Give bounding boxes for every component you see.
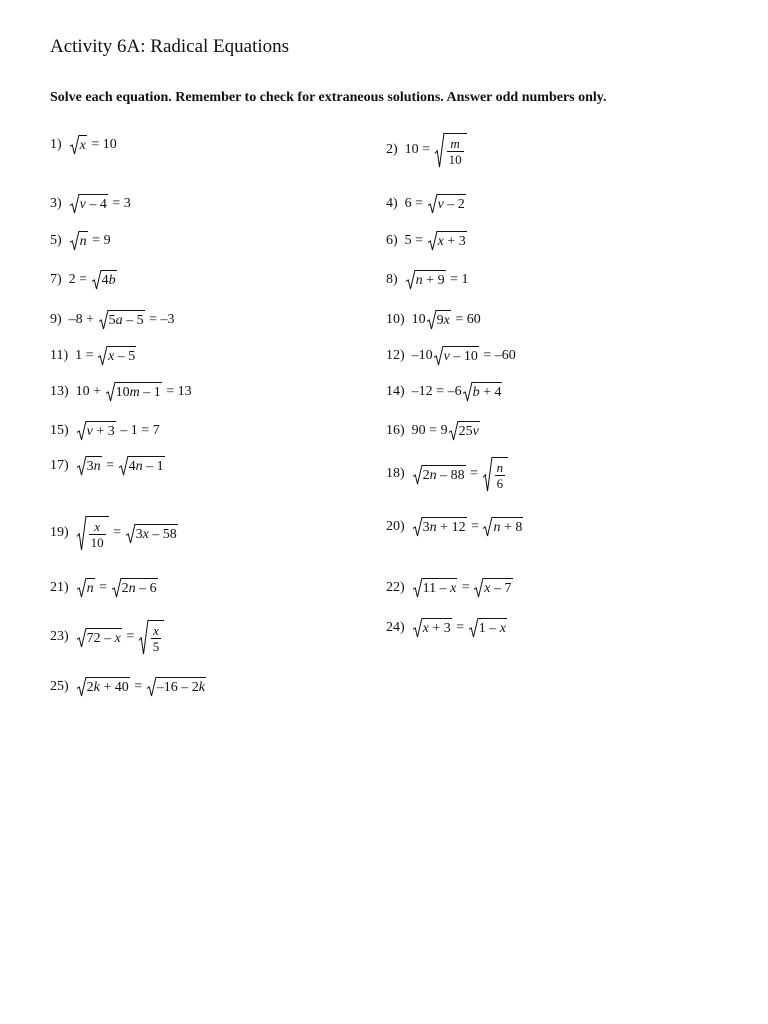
problem-5 bbox=[50, 231, 111, 250]
equation bbox=[405, 231, 468, 250]
problem-7 bbox=[50, 270, 118, 289]
problem-number: 12) bbox=[386, 347, 405, 363]
math-text: = bbox=[458, 579, 474, 595]
radicand bbox=[86, 456, 102, 475]
radical-sign-icon bbox=[434, 346, 443, 365]
radicand bbox=[492, 517, 523, 536]
radical-sign-icon bbox=[70, 231, 79, 250]
math-text: 9 bbox=[436, 313, 444, 328]
math-text: = –3 bbox=[145, 311, 175, 327]
equation bbox=[76, 382, 192, 401]
radical-sign-icon bbox=[413, 578, 422, 597]
instructions: Solve each equation. Remember to check for extraneous solutions. Answer odd numbers only. bbox=[50, 90, 607, 105]
radical bbox=[77, 516, 109, 550]
radicand bbox=[86, 628, 122, 647]
radical bbox=[147, 677, 206, 696]
radical bbox=[413, 578, 458, 597]
problem-25 bbox=[50, 677, 207, 696]
math-text: 90 = 9 bbox=[411, 422, 448, 438]
equation bbox=[75, 346, 137, 365]
problem-number: 7) bbox=[50, 271, 62, 287]
radicand bbox=[101, 270, 117, 289]
radical-sign-icon bbox=[469, 618, 478, 637]
radicand bbox=[148, 620, 165, 654]
radical-sign-icon bbox=[77, 677, 86, 696]
math-variable: n bbox=[79, 234, 87, 249]
equation bbox=[412, 421, 481, 440]
radical-sign-icon bbox=[139, 620, 148, 654]
page-title: Activity 6A: Radical Equations bbox=[50, 36, 290, 57]
numerator bbox=[92, 519, 102, 534]
math-variable: n bbox=[496, 460, 504, 475]
equation bbox=[69, 231, 111, 250]
math-variable: x bbox=[79, 138, 86, 153]
problem-12 bbox=[386, 346, 516, 365]
denominator bbox=[151, 638, 162, 654]
math-text: 10 + bbox=[75, 383, 105, 399]
math-text: 11 – bbox=[422, 581, 451, 596]
radical-sign-icon bbox=[106, 382, 115, 401]
problem-number: 11) bbox=[50, 347, 69, 363]
math-text: = 60 bbox=[451, 311, 481, 327]
radical-sign-icon bbox=[77, 516, 86, 550]
math-text: – 7 bbox=[490, 581, 512, 596]
math-variable: x bbox=[142, 526, 149, 542]
math-variable: x bbox=[153, 623, 159, 638]
problem-4 bbox=[386, 194, 467, 213]
math-text: 1 – bbox=[478, 621, 500, 636]
radical-sign-icon bbox=[413, 618, 422, 637]
math-text: 5 bbox=[108, 313, 116, 328]
radical-sign-icon bbox=[126, 524, 135, 543]
radical-sign-icon bbox=[413, 517, 422, 536]
problem-11 bbox=[50, 346, 137, 365]
radicand bbox=[478, 618, 507, 637]
equation bbox=[69, 310, 175, 329]
math-text: 10 bbox=[90, 535, 104, 550]
radicand bbox=[422, 578, 458, 597]
problem-22 bbox=[386, 578, 514, 597]
radical bbox=[112, 578, 158, 597]
math-text: – 6 bbox=[135, 581, 157, 596]
radicand bbox=[86, 677, 130, 696]
math-text: = 10 bbox=[87, 136, 117, 152]
math-text: 3 bbox=[135, 526, 143, 542]
denominator bbox=[495, 475, 506, 491]
math-text: 10 = bbox=[404, 142, 434, 157]
math-variable: n bbox=[86, 581, 94, 596]
math-variable: m bbox=[450, 136, 460, 151]
math-text: – 5 bbox=[122, 313, 144, 328]
problem-number: 18) bbox=[386, 466, 405, 481]
problem-number: 10) bbox=[386, 311, 405, 327]
math-text: = bbox=[109, 525, 125, 540]
problem-21 bbox=[50, 578, 159, 597]
equation bbox=[69, 135, 117, 154]
radicand bbox=[422, 465, 466, 484]
radicand bbox=[79, 135, 87, 154]
math-variable: x bbox=[450, 581, 457, 596]
radicand bbox=[436, 310, 451, 329]
math-text: 6 = bbox=[404, 195, 427, 211]
math-text: + 3 bbox=[443, 234, 466, 249]
math-variable: n bbox=[429, 467, 437, 483]
math-variable: x bbox=[108, 349, 115, 364]
math-text: 10 bbox=[115, 385, 130, 400]
problem-number: 5) bbox=[50, 232, 62, 248]
radical-sign-icon bbox=[435, 133, 444, 167]
radical-sign-icon bbox=[428, 194, 437, 213]
math-variable: x bbox=[484, 581, 491, 596]
radical bbox=[99, 310, 145, 329]
math-variable: v bbox=[79, 197, 86, 212]
math-text: + 40 bbox=[99, 680, 129, 695]
numerator bbox=[448, 136, 461, 151]
math-variable: n bbox=[493, 520, 501, 535]
fraction bbox=[447, 136, 464, 167]
math-text: = 3 bbox=[108, 195, 131, 211]
denominator bbox=[447, 151, 464, 167]
fraction bbox=[151, 623, 162, 654]
math-text: + 3 bbox=[428, 621, 451, 636]
math-variable: v bbox=[437, 197, 444, 212]
math-variable: m bbox=[129, 385, 140, 400]
equation bbox=[76, 421, 160, 440]
equation bbox=[412, 618, 508, 637]
equation bbox=[412, 578, 514, 597]
radicand bbox=[483, 578, 512, 597]
math-text: 25 bbox=[458, 424, 473, 439]
radical-sign-icon bbox=[474, 578, 483, 597]
math-text: + 9 bbox=[422, 273, 445, 288]
math-text: = bbox=[466, 466, 482, 481]
radical-sign-icon bbox=[112, 578, 121, 597]
problem-number: 1) bbox=[50, 136, 62, 152]
radicand bbox=[415, 270, 446, 289]
denominator bbox=[89, 534, 106, 550]
radical bbox=[435, 133, 467, 167]
problem-13 bbox=[50, 382, 192, 401]
radicand bbox=[107, 346, 136, 365]
problem-number: 17) bbox=[50, 457, 69, 473]
radical-sign-icon bbox=[77, 578, 86, 597]
math-text: 2 bbox=[422, 467, 430, 483]
math-text: + 12 bbox=[436, 520, 466, 535]
problem-14 bbox=[386, 382, 503, 401]
radicand bbox=[437, 194, 466, 213]
math-variable: n bbox=[429, 520, 437, 535]
radicand bbox=[422, 618, 452, 637]
radicand bbox=[108, 310, 145, 329]
equation bbox=[76, 677, 207, 696]
math-variable: n bbox=[128, 581, 136, 596]
radical bbox=[474, 578, 512, 597]
problem-24 bbox=[386, 618, 508, 637]
math-text: 72 – bbox=[86, 630, 115, 646]
problem-16 bbox=[386, 421, 481, 440]
math-text: 2 bbox=[121, 581, 129, 596]
problem-9 bbox=[50, 310, 174, 329]
problem-number: 16) bbox=[386, 422, 405, 438]
radical bbox=[77, 421, 116, 440]
math-text: 3 bbox=[422, 520, 430, 535]
math-text: = bbox=[122, 629, 138, 644]
math-text: = bbox=[467, 518, 483, 534]
math-text: = 13 bbox=[162, 383, 192, 399]
radicand bbox=[443, 346, 479, 365]
math-text: = –60 bbox=[479, 347, 516, 363]
radical bbox=[483, 517, 523, 536]
radicand bbox=[458, 421, 480, 440]
radicand bbox=[156, 677, 206, 696]
radical-sign-icon bbox=[99, 310, 108, 329]
math-variable: x bbox=[422, 621, 429, 636]
math-variable: k bbox=[198, 680, 205, 695]
math-text: – 1 bbox=[139, 385, 161, 400]
math-text: –12 = –6 bbox=[411, 383, 462, 399]
math-text: –10 bbox=[411, 347, 433, 363]
radical bbox=[427, 310, 451, 329]
numerator bbox=[495, 460, 506, 475]
math-text: + 4 bbox=[479, 385, 502, 400]
radical-sign-icon bbox=[119, 456, 128, 475]
math-variable: x bbox=[94, 519, 101, 534]
math-text: = bbox=[130, 678, 146, 694]
radical bbox=[126, 524, 178, 543]
equation bbox=[412, 457, 509, 491]
math-text: = bbox=[102, 457, 118, 473]
math-text: = 1 bbox=[446, 271, 469, 287]
problem-2 bbox=[386, 133, 468, 167]
radical bbox=[139, 620, 165, 654]
math-text: – 1 = 7 bbox=[116, 422, 160, 438]
radical bbox=[449, 421, 480, 440]
math-text: 3 bbox=[86, 459, 94, 474]
problem-23 bbox=[50, 620, 165, 654]
problem-number: 21) bbox=[50, 579, 69, 595]
math-variable: v bbox=[86, 424, 93, 439]
radical bbox=[413, 517, 467, 536]
equation bbox=[76, 620, 166, 654]
math-text: 2 bbox=[86, 680, 94, 695]
radical bbox=[92, 270, 117, 289]
problem-number: 13) bbox=[50, 383, 69, 399]
fraction bbox=[89, 519, 106, 550]
math-variable: x bbox=[443, 313, 450, 328]
radicand bbox=[86, 421, 116, 440]
math-text: = bbox=[452, 619, 468, 635]
radicand bbox=[121, 578, 158, 597]
numerator bbox=[151, 623, 161, 638]
math-variable: k bbox=[93, 680, 100, 695]
equation bbox=[412, 346, 516, 365]
radical-sign-icon bbox=[413, 465, 422, 484]
equation bbox=[69, 194, 131, 213]
fraction bbox=[495, 460, 506, 491]
problem-20 bbox=[386, 517, 524, 536]
radical bbox=[106, 382, 162, 401]
math-text: – 10 bbox=[449, 349, 478, 364]
math-variable: a bbox=[115, 313, 123, 328]
equation bbox=[69, 270, 118, 289]
problem-number: 24) bbox=[386, 619, 405, 635]
equation bbox=[412, 517, 525, 536]
math-text: + 3 bbox=[92, 424, 115, 439]
math-text: 10 bbox=[448, 152, 462, 167]
radicand bbox=[444, 133, 467, 167]
radical-sign-icon bbox=[98, 346, 107, 365]
equation bbox=[405, 270, 469, 289]
radical-sign-icon bbox=[77, 421, 86, 440]
math-text: 5 = bbox=[404, 232, 427, 248]
math-text: 6 bbox=[496, 476, 504, 491]
radicand bbox=[492, 457, 509, 491]
problem-number: 22) bbox=[386, 579, 405, 595]
radical bbox=[77, 456, 102, 475]
radical bbox=[77, 628, 122, 647]
radical-sign-icon bbox=[406, 270, 415, 289]
equation bbox=[405, 194, 467, 213]
radical bbox=[77, 677, 130, 696]
problem-number: 19) bbox=[50, 525, 69, 540]
math-variable: x bbox=[114, 630, 121, 646]
radical bbox=[77, 578, 95, 597]
math-text: 1 = bbox=[75, 347, 98, 363]
math-variable: x bbox=[437, 234, 444, 249]
radical bbox=[428, 231, 467, 250]
radical-sign-icon bbox=[77, 456, 86, 475]
radical-sign-icon bbox=[463, 382, 472, 401]
equation bbox=[412, 382, 504, 401]
math-text: – 58 bbox=[148, 526, 177, 542]
math-text: + 8 bbox=[500, 520, 523, 535]
radical bbox=[483, 457, 509, 491]
radical-sign-icon bbox=[147, 677, 156, 696]
math-text: –16 – 2 bbox=[156, 680, 199, 695]
radicand bbox=[79, 231, 88, 250]
math-text: – 1 bbox=[142, 459, 164, 474]
radicand bbox=[128, 456, 165, 475]
math-text: = bbox=[95, 579, 111, 595]
math-text: – 88 bbox=[436, 467, 465, 483]
equation bbox=[76, 578, 159, 597]
radical-sign-icon bbox=[70, 135, 79, 154]
radical bbox=[428, 194, 466, 213]
problem-3 bbox=[50, 194, 131, 213]
math-text: 4 bbox=[128, 459, 136, 474]
radical-sign-icon bbox=[483, 457, 492, 491]
equation bbox=[76, 516, 179, 550]
equation bbox=[76, 456, 166, 475]
problem-18 bbox=[386, 457, 509, 491]
radical bbox=[469, 618, 507, 637]
radical bbox=[413, 618, 452, 637]
radical-sign-icon bbox=[483, 517, 492, 536]
radical bbox=[463, 382, 503, 401]
math-variable: v bbox=[443, 349, 450, 364]
problem-8 bbox=[386, 270, 468, 289]
radical-sign-icon bbox=[427, 310, 436, 329]
math-text: – 5 bbox=[114, 349, 136, 364]
radical bbox=[98, 346, 136, 365]
radical-sign-icon bbox=[428, 231, 437, 250]
problem-number: 2) bbox=[386, 142, 398, 157]
problem-number: 15) bbox=[50, 422, 69, 438]
problem-number: 8) bbox=[386, 271, 398, 287]
problem-15 bbox=[50, 421, 160, 440]
problem-1 bbox=[50, 135, 117, 154]
radicand bbox=[79, 194, 108, 213]
radical-sign-icon bbox=[92, 270, 101, 289]
math-variable: v bbox=[472, 424, 479, 439]
problem-17 bbox=[50, 456, 166, 475]
radical bbox=[434, 346, 479, 365]
math-variable: b bbox=[108, 273, 116, 288]
problem-number: 4) bbox=[386, 195, 398, 211]
equation bbox=[405, 133, 468, 167]
radical bbox=[406, 270, 446, 289]
math-text: 5 bbox=[152, 639, 160, 654]
radical-sign-icon bbox=[449, 421, 458, 440]
problem-number: 20) bbox=[386, 518, 405, 534]
radical-sign-icon bbox=[77, 628, 86, 647]
problem-19 bbox=[50, 516, 179, 550]
math-text: – 2 bbox=[443, 197, 465, 212]
math-variable: b bbox=[472, 385, 480, 400]
math-variable: n bbox=[135, 459, 143, 474]
math-text: 4 bbox=[101, 273, 109, 288]
radical bbox=[413, 465, 466, 484]
radicand bbox=[86, 578, 95, 597]
math-text: 10 bbox=[411, 311, 426, 327]
radical bbox=[70, 231, 88, 250]
problem-6 bbox=[386, 231, 468, 250]
problem-10 bbox=[386, 310, 481, 329]
problem-number: 6) bbox=[386, 232, 398, 248]
radical bbox=[119, 456, 165, 475]
radical bbox=[70, 135, 87, 154]
math-variable: n bbox=[415, 273, 423, 288]
problem-number: 23) bbox=[50, 629, 69, 644]
radicand bbox=[115, 382, 162, 401]
radicand bbox=[422, 517, 467, 536]
radicand bbox=[472, 382, 503, 401]
math-variable: n bbox=[93, 459, 101, 474]
radicand bbox=[437, 231, 467, 250]
equation bbox=[412, 310, 481, 329]
radicand bbox=[86, 516, 109, 550]
radicand bbox=[135, 524, 178, 543]
radical bbox=[70, 194, 108, 213]
problem-number: 3) bbox=[50, 195, 62, 211]
math-text: 2 = bbox=[68, 271, 91, 287]
math-text: – 4 bbox=[85, 197, 107, 212]
math-text: –8 + bbox=[68, 311, 98, 327]
problem-number: 25) bbox=[50, 678, 69, 694]
problem-number: 14) bbox=[386, 383, 405, 399]
problem-number: 9) bbox=[50, 311, 62, 327]
radical-sign-icon bbox=[70, 194, 79, 213]
math-variable: x bbox=[499, 621, 506, 636]
math-text: = 9 bbox=[88, 232, 111, 248]
